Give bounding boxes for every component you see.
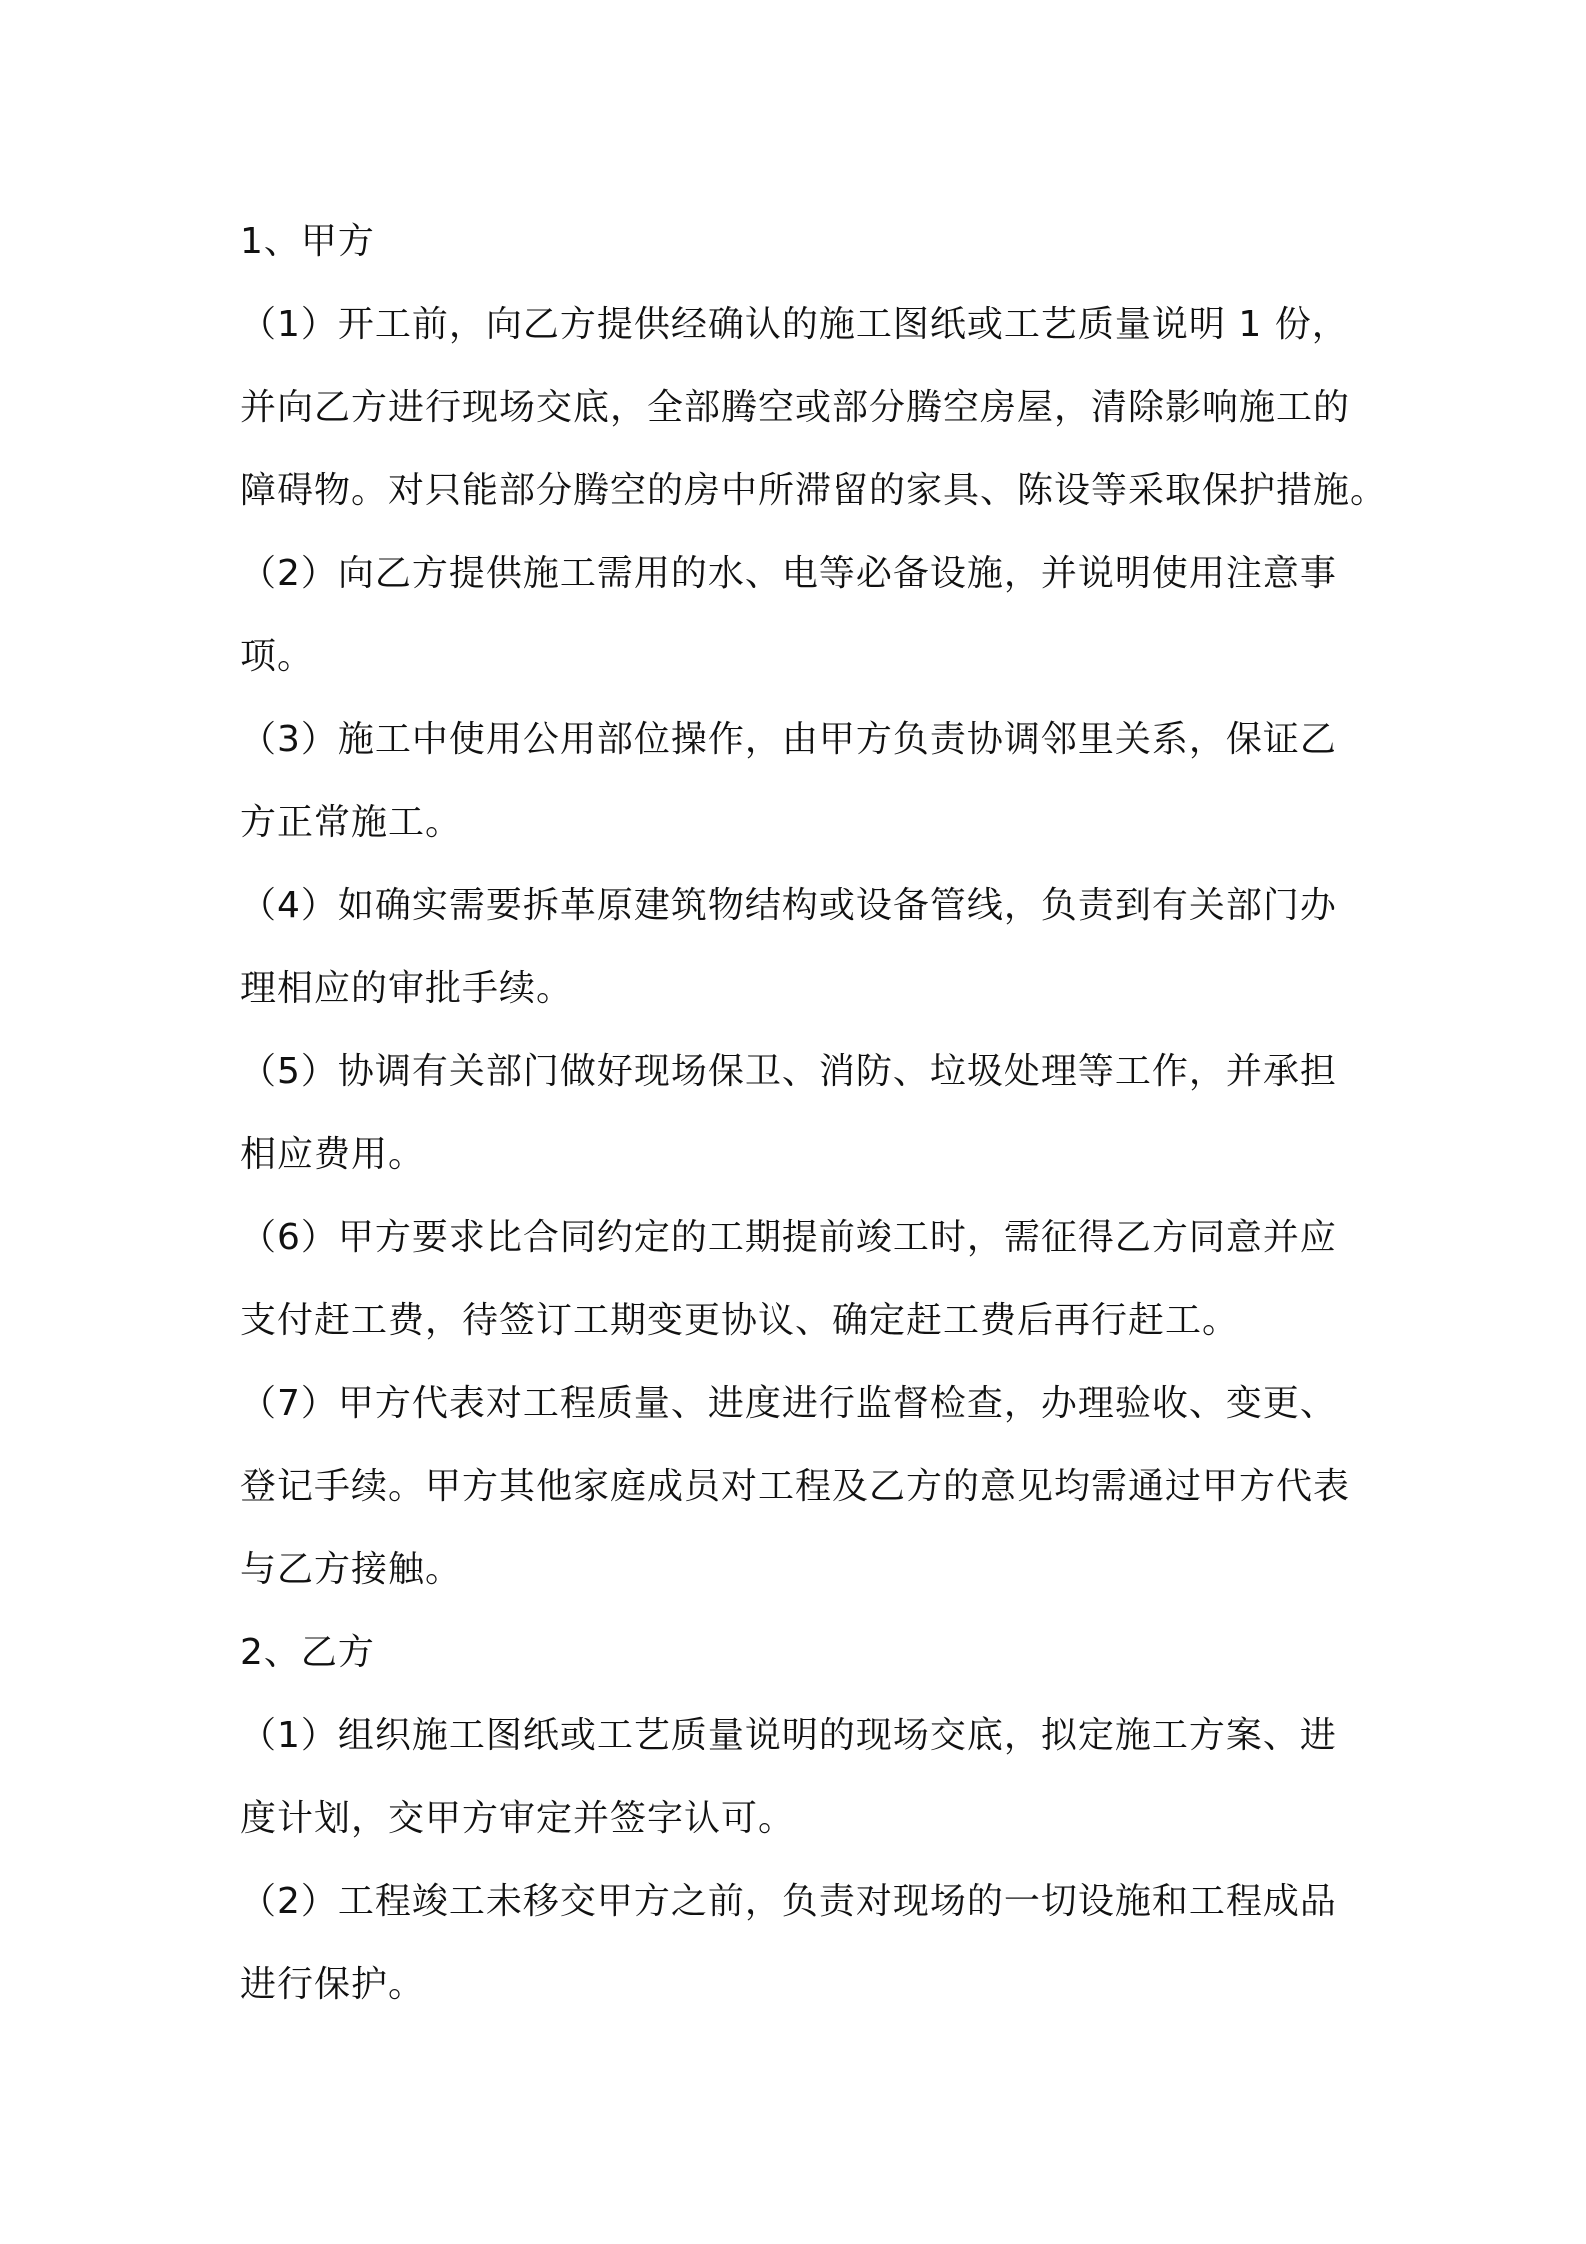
clause-a-1 xyxy=(240,283,1388,532)
clause-a-5 xyxy=(240,1030,1360,1196)
clause-a-6 xyxy=(240,1196,1360,1362)
text-line: （1）组织施工图纸或工艺质量说明的现场交底，拟定施工方案、进 xyxy=(240,1715,1337,1756)
text-line: 与乙方接触。 xyxy=(240,1549,463,1590)
text-line: 项。 xyxy=(240,636,315,677)
text-line: 登记手续。甲方其他家庭成员对工程及乙方的意见均需通过甲方代表 xyxy=(240,1466,1351,1507)
text-line: 相应费用。 xyxy=(240,1134,426,1175)
text-line: （7）甲方代表对工程质量、进度进行监督检查，办理验收、变更、 xyxy=(240,1383,1337,1424)
text-line: 进行保护。 xyxy=(240,1964,426,2005)
text-line: （2）向乙方提供施工需用的水、电等必备设施，并说明使用注意事 xyxy=(240,553,1337,594)
text-line: （2）工程竣工未移交甲方之前，负责对现场的一切设施和工程成品 xyxy=(240,1881,1337,1922)
text-line: （5）协调有关部门做好现场保卫、消防、垃圾处理等工作，并承担 xyxy=(240,1051,1337,1092)
section-heading-party-a: 1、甲方 xyxy=(240,221,375,262)
document-body xyxy=(240,200,1388,2026)
text-line: 理相应的审批手续。 xyxy=(240,968,574,1009)
clause-b-2 xyxy=(240,1860,1360,2026)
section-heading-party-b: 2、乙方 xyxy=(240,1632,375,1673)
text-line: （3）施工中使用公用部位操作，由甲方负责协调邻里关系，保证乙 xyxy=(240,719,1337,760)
clause-a-3 xyxy=(240,698,1360,864)
text-line: 并向乙方进行现场交底，全部腾空或部分腾空房屋，清除影响施工的 xyxy=(240,387,1351,428)
text-line: 支付赶工费，待签订工期变更协议、确定赶工费后再行赶工。 xyxy=(240,1300,1240,1341)
text-line: 障碍物。对只能部分腾空的房中所滞留的家具、陈设等采取保护措施。 xyxy=(240,470,1388,511)
text-line: （1）开工前，向乙方提供经确认的施工图纸或工艺质量说明 1 份， xyxy=(240,304,1349,345)
text-line: 方正常施工。 xyxy=(240,802,463,843)
text-line: （4）如确实需要拆革原建筑物结构或设备管线，负责到有关部门办 xyxy=(240,885,1337,926)
clause-b-1 xyxy=(240,1694,1360,1860)
clause-a-4 xyxy=(240,864,1360,1030)
clause-a-2 xyxy=(240,532,1360,698)
clause-a-7 xyxy=(240,1362,1360,1611)
text-line: （6）甲方要求比合同约定的工期提前竣工时，需征得乙方同意并应 xyxy=(240,1217,1337,1258)
text-line: 度计划，交甲方审定并签字认可。 xyxy=(240,1798,796,1839)
